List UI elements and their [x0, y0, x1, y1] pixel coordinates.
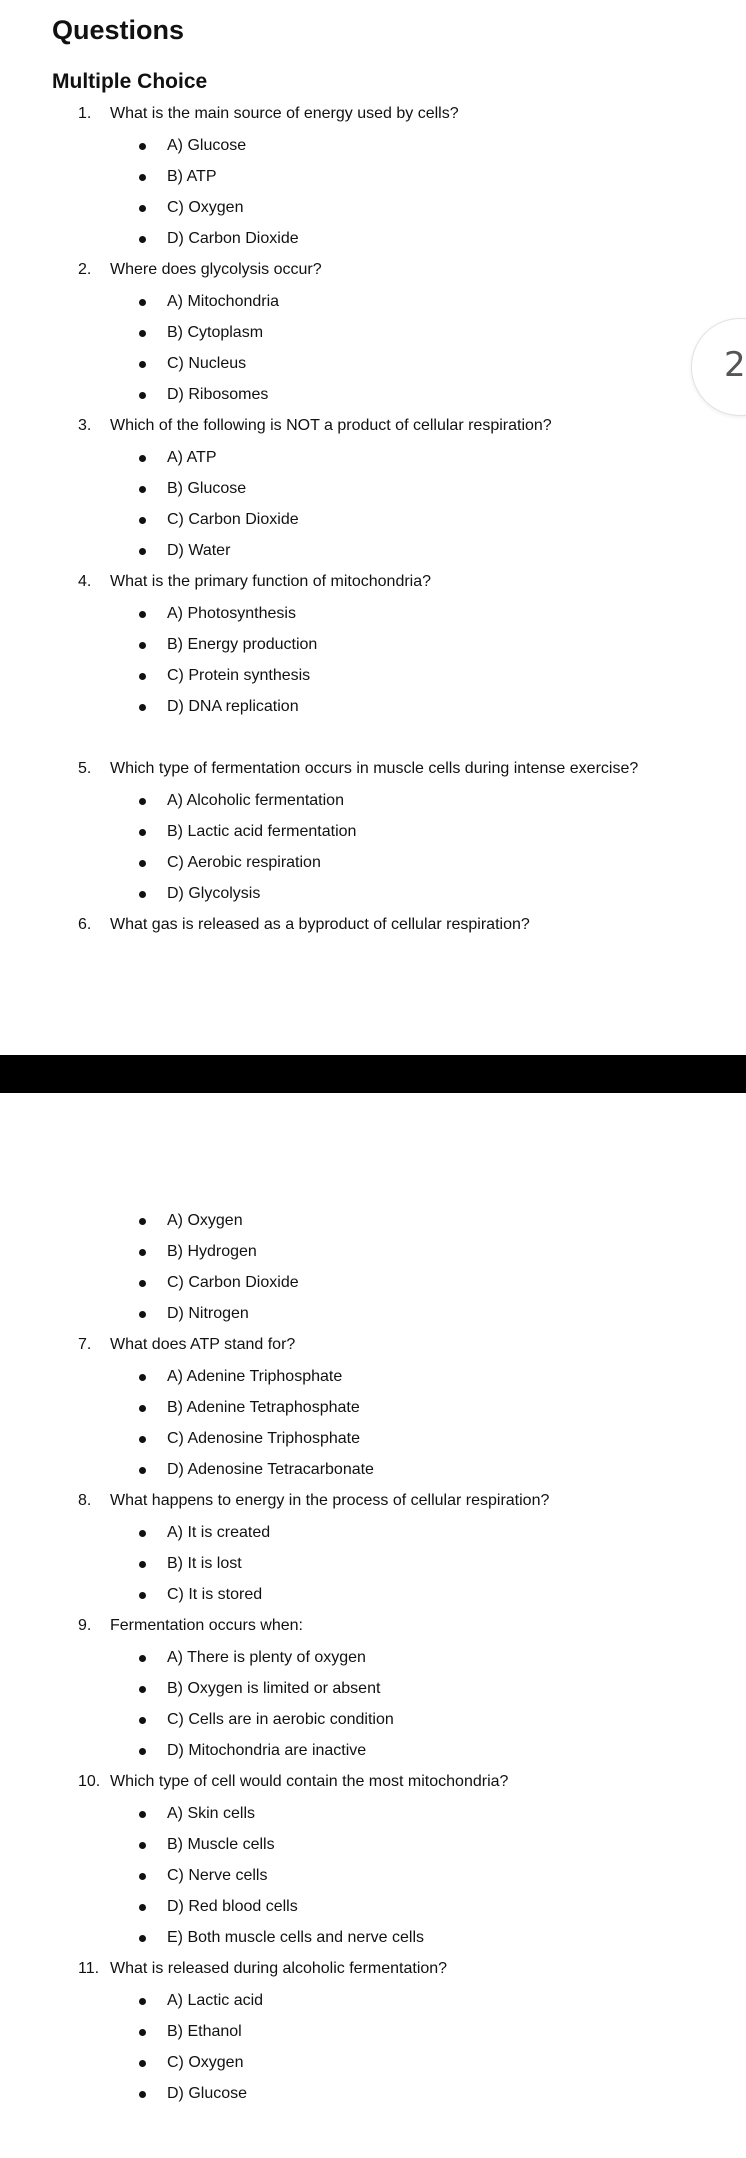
- bullet-icon: [139, 1717, 146, 1724]
- option-text: B) Oxygen is limited or absent: [167, 1680, 381, 1697]
- bullet-icon: [139, 860, 146, 867]
- question-number: 6.: [78, 916, 92, 933]
- question-text: What is the primary function of mitochondria?: [110, 573, 432, 590]
- bullet-icon: [139, 455, 146, 462]
- option-text: B) ATP: [167, 168, 217, 185]
- bullet-icon: [139, 1374, 146, 1381]
- option-text: E) Both muscle cells and nerve cells: [167, 1929, 424, 1946]
- option-text: B) Ethanol: [167, 2023, 242, 2040]
- bullet-icon: [139, 548, 146, 555]
- question-text: Which type of cell would contain the most mitochondria?: [110, 1773, 509, 1790]
- bullet-icon: [139, 1467, 146, 1474]
- page-title: Questions: [52, 15, 185, 45]
- bullet-icon: [139, 361, 146, 368]
- section-heading: Multiple Choice: [52, 70, 208, 93]
- bullet-icon: [139, 1811, 146, 1818]
- question-text: What does ATP stand for?: [110, 1336, 296, 1353]
- page-number: 2: [724, 345, 746, 385]
- bullet-icon: [139, 891, 146, 898]
- option-text: B) Adenine Tetraphosphate: [167, 1399, 360, 1416]
- bullet-icon: [139, 236, 146, 243]
- option-text: C) Oxygen: [167, 199, 244, 216]
- question-number: 5.: [78, 760, 92, 777]
- bullet-icon: [139, 1686, 146, 1693]
- option-text: D) Ribosomes: [167, 386, 269, 403]
- option-text: D) Red blood cells: [167, 1898, 298, 1915]
- question-number: 10.: [78, 1773, 101, 1790]
- bullet-icon: [139, 642, 146, 649]
- question-number: 4.: [78, 573, 92, 590]
- option-text: A) Alcoholic fermentation: [167, 792, 344, 809]
- bullet-icon: [139, 798, 146, 805]
- bullet-icon: [139, 1249, 146, 1256]
- bullet-icon: [139, 1405, 146, 1412]
- option-text: A) Skin cells: [167, 1805, 256, 1822]
- option-text: D) Adenosine Tetracarbonate: [167, 1461, 374, 1478]
- document-page-upper: [0, 0, 746, 1055]
- bullet-icon: [139, 299, 146, 306]
- bullet-icon: [139, 1530, 146, 1537]
- question-text: Which type of fermentation occurs in muscle cells during intense exercise?: [110, 760, 639, 777]
- option-text: B) It is lost: [167, 1555, 242, 1572]
- question-text: What gas is released as a byproduct of cellular respiration?: [110, 916, 530, 933]
- question-number: 9.: [78, 1617, 92, 1634]
- bullet-icon: [139, 1592, 146, 1599]
- question-number: 3.: [78, 417, 92, 434]
- question-number: 8.: [78, 1492, 92, 1509]
- option-text: C) Nerve cells: [167, 1867, 268, 1884]
- bullet-icon: [139, 1218, 146, 1225]
- option-text: A) Oxygen: [167, 1212, 243, 1229]
- bullet-icon: [139, 1311, 146, 1318]
- bullet-icon: [139, 330, 146, 337]
- question-text: Fermentation occurs when:: [110, 1617, 303, 1634]
- bullet-icon: [139, 2060, 146, 2067]
- bullet-icon: [139, 1748, 146, 1755]
- bullet-icon: [139, 1998, 146, 2005]
- bullet-icon: [139, 2091, 146, 2098]
- option-text: B) Cytoplasm: [167, 324, 264, 341]
- bullet-icon: [139, 1904, 146, 1911]
- option-text: C) Carbon Dioxide: [167, 1274, 299, 1291]
- question-number: 2.: [78, 261, 92, 278]
- option-text: B) Glucose: [167, 480, 247, 497]
- bullet-icon: [139, 1842, 146, 1849]
- bullet-icon: [139, 611, 146, 618]
- option-text: C) Nucleus: [167, 355, 247, 372]
- option-text: A) It is created: [167, 1524, 271, 1541]
- option-text: A) Lactic acid: [167, 1992, 264, 2009]
- option-text: C) Carbon Dioxide: [167, 511, 299, 528]
- option-text: A) ATP: [167, 449, 217, 466]
- bullet-icon: [139, 1436, 146, 1443]
- question-number: 11.: [78, 1960, 100, 1977]
- option-text: D) Glycolysis: [167, 885, 261, 902]
- question-text: What is the main source of energy used by cells?: [110, 105, 459, 122]
- bullet-icon: [139, 1280, 146, 1287]
- option-text: A) There is plenty of oxygen: [167, 1649, 366, 1666]
- option-text: B) Energy production: [167, 636, 318, 653]
- question-number: 7.: [78, 1336, 92, 1353]
- bullet-icon: [139, 205, 146, 212]
- bullet-icon: [139, 143, 146, 150]
- option-text: D) Carbon Dioxide: [167, 230, 299, 247]
- option-text: D) Nitrogen: [167, 1305, 249, 1322]
- option-text: C) Adenosine Triphosphate: [167, 1430, 361, 1447]
- question-text: Where does glycolysis occur?: [110, 261, 322, 278]
- option-text: A) Glucose: [167, 137, 247, 154]
- option-text: D) DNA replication: [167, 698, 299, 715]
- bullet-icon: [139, 1561, 146, 1568]
- bullet-icon: [139, 829, 146, 836]
- question-text: What is released during alcoholic fermentation?: [110, 1960, 448, 1977]
- question-number: 1.: [78, 105, 92, 122]
- bullet-icon: [139, 1935, 146, 1942]
- question-text: Which of the following is NOT a product of cellular respiration?: [110, 417, 552, 434]
- option-text: B) Muscle cells: [167, 1836, 275, 1853]
- option-text: D) Water: [167, 542, 231, 559]
- option-text: C) Oxygen: [167, 2054, 244, 2071]
- option-text: C) Protein synthesis: [167, 667, 311, 684]
- bullet-icon: [139, 486, 146, 493]
- option-text: B) Hydrogen: [167, 1243, 257, 1260]
- bullet-icon: [139, 2029, 146, 2036]
- bullet-icon: [139, 673, 146, 680]
- bullet-icon: [139, 1655, 146, 1662]
- option-text: C) Cells are in aerobic condition: [167, 1711, 394, 1728]
- option-text: C) Aerobic respiration: [167, 854, 321, 871]
- option-text: B) Lactic acid fermentation: [167, 823, 357, 840]
- page-number-badge[interactable]: [691, 318, 746, 416]
- bullet-icon: [139, 392, 146, 399]
- bullet-icon: [139, 704, 146, 711]
- question-text: What happens to energy in the process of cellular respiration?: [110, 1492, 550, 1509]
- bullet-icon: [139, 1873, 146, 1880]
- option-text: A) Mitochondria: [167, 293, 280, 310]
- option-text: A) Adenine Triphosphate: [167, 1368, 343, 1385]
- option-text: C) It is stored: [167, 1586, 263, 1603]
- bullet-icon: [139, 517, 146, 524]
- bullet-icon: [139, 174, 146, 181]
- page-break-divider: [0, 1055, 746, 1093]
- option-text: A) Photosynthesis: [167, 605, 296, 622]
- option-text: D) Mitochondria are inactive: [167, 1742, 367, 1759]
- option-text: D) Glucose: [167, 2085, 248, 2102]
